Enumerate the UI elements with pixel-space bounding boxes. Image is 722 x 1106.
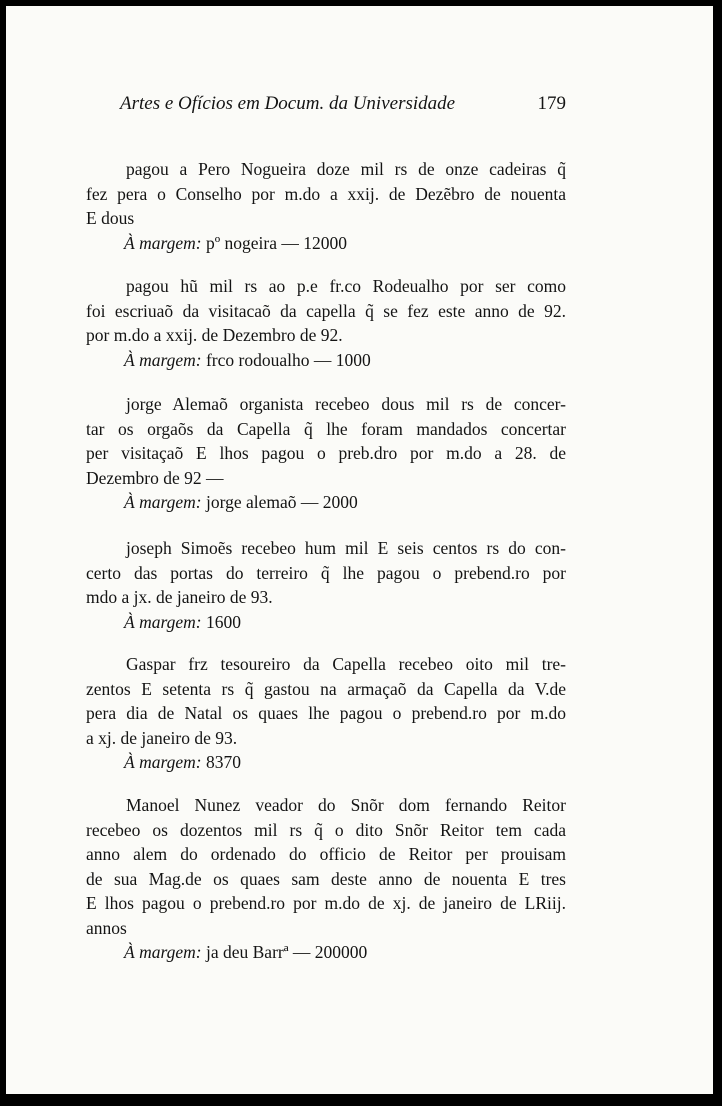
margin-note	[86, 490, 566, 515]
margin-label: À margem:	[124, 942, 202, 962]
margin-text: pº nogeira — 12000	[205, 232, 348, 253]
entry-line: pagou hũ mil rs ao p.e fr.co Rodeualho por ser como	[126, 276, 566, 296]
entry-line: fez pera o Conselho por m.do a xxij. de Dezẽbro de nouenta	[86, 183, 566, 204]
entry-line: E dous	[86, 208, 135, 228]
entry-2	[86, 274, 566, 372]
margin-text: frco rodoualho — 1000	[205, 349, 371, 370]
running-header	[120, 90, 566, 118]
margin-label: À margem:	[124, 349, 202, 370]
page-number: 179	[537, 93, 566, 114]
entry-line: de sua Mag.de os quaes sam deste anno de nouenta E tres	[86, 868, 566, 889]
entry-line: certo das portas do terreiro q̃ lhe pagou o prebend.ro por	[86, 562, 566, 583]
entry-line: jorge Alemaõ organista recebeo dous mil rs de concer-	[126, 394, 566, 414]
entry-line: pera dia de Natal os quaes lhe pagou o prebend.ro por m.do	[86, 703, 566, 723]
margin-note	[86, 348, 566, 373]
margin-note	[86, 610, 566, 635]
margin-label: À margem:	[124, 492, 202, 512]
entry-6	[86, 793, 566, 965]
entry-1	[86, 157, 566, 255]
entry-line: E lhos pagou o prebend.ro por m.do de xj. de janeiro de LRiij.	[86, 893, 566, 913]
entry-line: zentos E setenta rs q̃ gastou na armaçaõ da Capella da V.de	[86, 678, 566, 699]
entry-line: per visitaçaõ E lhos pagou o preb.dro por m.do a 28. de	[86, 443, 566, 463]
entry-line: annos	[86, 917, 127, 938]
margin-note	[86, 750, 566, 775]
entry-line: Manoel Nunez veador do Snõr dom fernando Reitor	[126, 795, 566, 815]
running-title: Artes e Ofícios em Docum. da Universidade	[120, 93, 456, 114]
margin-label: À margem:	[124, 611, 202, 632]
entry-line: recebeo os dozentos mil rs q̃ o dito Snõr Reitor tem cada	[86, 819, 566, 840]
book-page	[6, 6, 713, 1094]
margin-label: À margem:	[124, 752, 202, 772]
entry-line: anno alem do ordenado do officio de Reitor per prouisam	[86, 844, 566, 864]
entry-line: Gaspar frz tesoureiro da Capella recebeo oito mil tre-	[126, 654, 566, 674]
entry-line: mdo a jx. de janeiro de 93.	[86, 587, 273, 607]
margin-text: 8370	[205, 752, 241, 772]
entry-line: joseph Simoẽs recebeo hum mil E seis centos rs do con-	[126, 538, 566, 558]
entry-4	[86, 536, 566, 634]
margin-label: À margem:	[124, 232, 202, 253]
margin-note	[86, 231, 566, 256]
entry-line: a xj. de janeiro de 93.	[86, 727, 238, 748]
entry-line: foi escriuaõ da visitacaõ da capella q̃ se fez este anno de 92.	[86, 300, 566, 321]
margin-text: 1600	[205, 611, 241, 632]
entry-line: pagou a Pero Nogueira doze mil rs de onze cadeiras q̃	[126, 159, 566, 179]
entry-3	[86, 392, 566, 515]
entry-line: por m.do a xxij. de Dezembro de 92.	[86, 325, 343, 345]
margin-text: jorge alemaõ — 2000	[205, 492, 358, 512]
entry-line: Dezembro de 92 —	[86, 467, 224, 488]
margin-text: ja deu Barrª — 200000	[205, 942, 368, 962]
margin-note	[86, 940, 566, 965]
entry-line: tar os orgaõs da Capella q̃ lhe foram mandados concertar	[86, 418, 566, 439]
entry-5	[86, 652, 566, 775]
